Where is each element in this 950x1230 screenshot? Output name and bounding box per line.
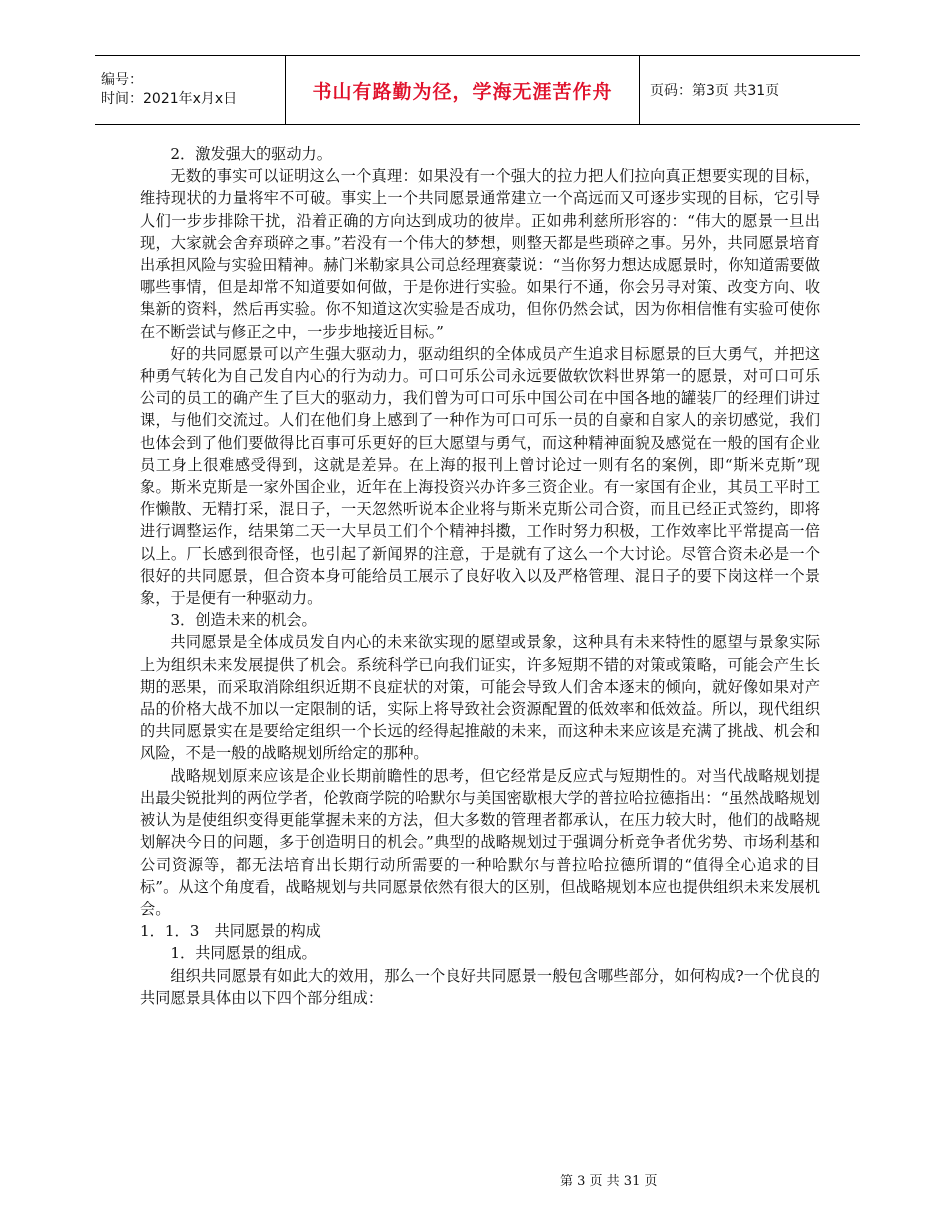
header-page-code-cell (640, 56, 860, 124)
time-label: 时间：2021年x月x日 (101, 91, 238, 107)
subheading: 2．激发强大的驱动力。 (170, 145, 332, 163)
paragraph: 组织共同愿景有如此大的效用，那么一个良好共同愿景一般包含哪些部分，如何构成?一个优良的共同愿景具体由以下四个部分组成： (140, 966, 820, 1007)
header-meta (95, 56, 285, 124)
paragraph: 战略规划原来应该是企业长期前瞻性的思考，但它经常是反应式与短期性的。对当代战略规划提出最尖锐批判的两位学者，伦敦商学院的哈默尔与美国密歇根大学的普拉哈拉德指出：“虽然战略规划被认为是使组织变得更能掌握未来的方法，但大多数的管理者都承认，在压力较大时，他们的战略规划解决今日的问题，多于创造明日的机会。”典型的战略规划过于强调分析竞争者优劣势、市场利基和公司资源等，都无法培育出长期行动所需要的一种哈默尔与普拉哈拉德所谓的“值得全心追求的目标”。从这个角度看，战略规划与共同愿景依然有很大的区别，但战略规划本应也提供组织未来发展机会。 (140, 766, 820, 918)
paragraph: 共同愿景是全体成员发自内心的未来欲实现的愿望或景象，这种具有未来特性的愿望与景象实际上为组织未来发展提供了机会。系统科学已向我们证实，许多短期不错的对策或策略，可能会产生长期的恶果，而采取消除组织近期不良症状的对策，可能会导致人们舍本逐末的倾向，就好像如果对产品的价格大战不加以一定限制的话，实际上将导致社会资源配置的低效率和低效益。所以，现代组织的共同愿景实在是要给定组织一个长远的经得起推敲的未来，而这种未来应该是充满了挑战、机会和风险，不是一般的战略规划所给定的那种。 (140, 633, 820, 763)
page-footer: 第 3 页 共 31 页 (560, 1174, 658, 1189)
number-label: 编号： (101, 72, 143, 88)
subheading: 3．创造未来的机会。 (170, 611, 317, 630)
paragraph: 无数的事实可以证明这么一个真理：如果没有一个强大的拉力把人们拉向真正想要实现的目标，维持现状的力量将牢不可破。事实上一个共同愿景通常建立一个高远而又可逐步实现的目标，它引导人们一步步排除干扰，沿着正确的方向达到成功的彼岸。正如弗利慈所形容的：“伟大的愿景一旦出现，大家就会舍弃琐碎之事。”若没有一个伟大的梦想，则整天都是些琐碎之事。另外，共同愿景培育出承担风险与实验田精神。赫门米勒家具公司总经理赛蒙说：“当你努力想达成愿景时，你知道需要做哪些事情，但是却常不知道要如何做，于是你进行实验。如果行不通，你会另寻对策、改变方向、收集新的资料，然后再实验。你不知道这次实验是否成功，但你仍然会试，因为你相信惟有实验可使你在不断尝试与修正之中，一步步地接近目标。” (140, 167, 820, 341)
motto: 书山有路勤为径，学海无涯苦作舟 (312, 80, 613, 103)
document-body (140, 143, 820, 1009)
header-motto-cell (285, 56, 640, 124)
page-header (95, 55, 860, 125)
page-code: 页码：第3页 共31页 (650, 83, 780, 99)
subheading: 1．共同愿景的组成。 (170, 944, 317, 963)
paragraph: 好的共同愿景可以产生强大驱动力，驱动组织的全体成员产生追求目标愿景的巨大勇气，并把这种勇气转化为自己发自内心的行为动力。可口可乐公司永远要做软饮料世界第一的愿景，对可口可乐公司的员工的确产生了巨大的驱动力，我们曾为可口可乐中国公司在中国各地的罐装厂的经理们讲过课，与他们交流过。人们在他们身上感到了一种作为可口可乐一员的自豪和自家人的亲切感觉，我们也体会到了他们要做得比百事可乐更好的巨大愿望与勇气，而这种精神面貌及感觉在一般的国有企业员工身上很难感受得到，这就是差异。在上海的报刊上曾讨论过一则有名的案例，即“斯米克斯”现象。斯米克斯是一家外国企业，近年在上海投资兴办许多三资企业。有一家国有企业，其员工平时工作懒散、无精打采，混日子，一天忽然听说本企业将与斯米克斯公司合资，而且已经正式签约，即将进行调整运作，结果第二天一大早员工们个个精神抖擞，工作时努力积极，工作效率比平常提高一倍以上。厂长感到很奇怪，也引起了新闻界的注意，于是就有了这么一个大讨论。尽管合资未必是一个很好的共同愿景，但合资本身可能给员工展示了良好收入以及严格管理、混日子的要下岗这样一个景象，于是便有一种驱动力。 (140, 344, 820, 608)
section-heading: 1．1．3 共同愿景的构成 (140, 922, 321, 941)
